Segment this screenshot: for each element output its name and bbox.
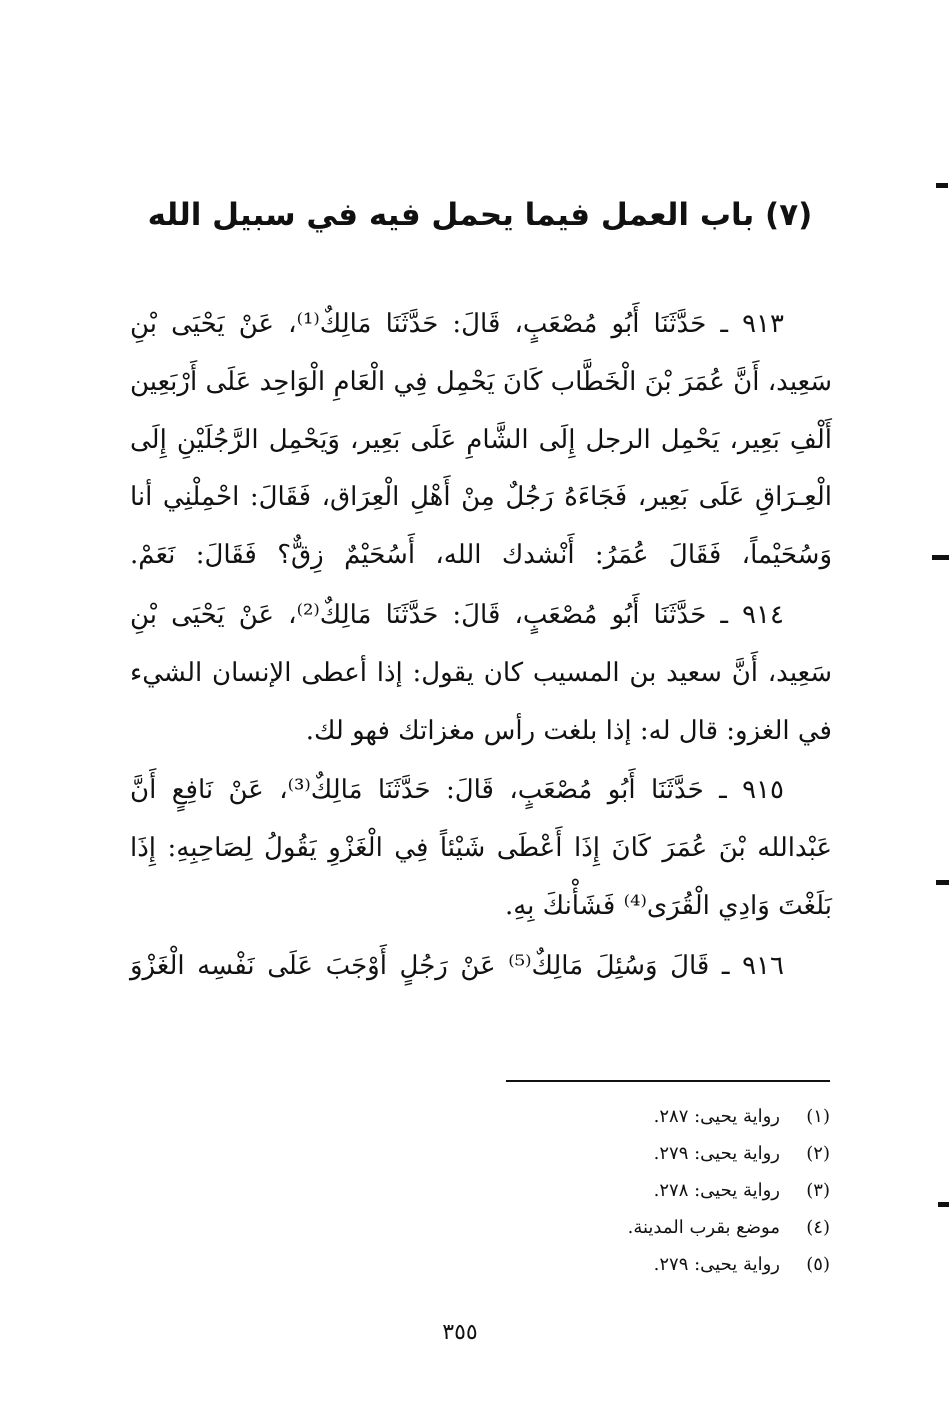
footnotes-list [430,1098,830,1283]
footnote-divider [506,1080,830,1082]
main-text [130,296,832,998]
footnote-item [430,1246,830,1283]
footnote-text: رواية يحيى: ٢٧٩. [653,1254,780,1275]
hadith-paragraph-915: ٩١٥ ـ حَدَّثَنَا أَبُو مُصْعَبٍ، قَالَ: حَدَّثَنَا مَالِكٌ⁽³⁾، عَنْ نَافِعٍ أَنَّ عَبْدالله بْنَ عُمَرَ كَانَ إِذَا أَعْطَى شَيْئاً فِي الْغَزْوِ يَقُولُ لِصَاحِبِهِ: إِذَا بَلَغْتَ وَادِي الْقُرَى⁽⁴⁾ فَشَأْنكَ بِهِ. [130,775,832,921]
hadith-paragraph-914: ٩١٤ ـ حَدَّثَنَا أَبُو مُصْعَبٍ، قَالَ: حَدَّثَنَا مَالِكٌ⁽²⁾، عَنْ يَحْيَى بْنِ سَعِيد، أَنَّ سعيد بن المسيب كان يقول: إذا أعطى الإنسان الشيء في الغزو: قال له: إذا بلغت رأس مغزاتك فهو لك. [130,599,832,746]
footnote-number: (٥) [806,1254,830,1275]
footnote-text: رواية يحيى: ٢٧٩. [653,1143,780,1164]
chapter-heading: (٧) باب العمل فيما يحمل فيه في سبيل الله [147,197,813,233]
footnote-item [430,1135,830,1172]
scan-edge-mark [936,880,949,885]
footnote-number: (٢) [806,1143,830,1164]
hadith-paragraph-913: ٩١٣ ـ حَدَّثَنَا أَبُو مُصْعَبٍ، قَالَ: حَدَّثَنَا مَالِكٌ⁽¹⁾، عَنْ يَحْيَى بْنِ سَعِيد، أَنَّ عُمَرَ بْنَ الْخَطَّاب كَانَ يَحْمِل فِي الْعَامِ الْوَاحِد عَلَى أَرْبَعِين أَلْفِ بَعِير، يَحْمِل الرجل إِلَى الشَّامِ عَلَى بَعِير، وَيَحْمِل الرَّجُلَيْنِ إِلَى الْعِـرَاقِ عَلَى بَعِير، فَجَاءَهُ رَجُلٌ مِنْ أَهْلِ الْعِرَاق، فَقَالَ: احْمِلْنِي أنا وَسُحَيْماً، فَقَالَ عُمَرُ: أَنْشدك الله، أَسُحَيْمٌ زِقٌّ؟ فَقَالَ: نَعَمْ. [130,309,832,571]
footnote-item [430,1172,830,1209]
footnote-text: رواية يحيى: ٢٧٨. [653,1180,780,1201]
footnote-number: (١) [806,1106,830,1127]
footnote-text: رواية يحيى: ٢٨٧. [653,1106,780,1127]
footnote-item [430,1098,830,1135]
footnote-item [430,1209,830,1246]
scan-edge-mark [932,555,949,560]
scan-edge-mark [938,1202,949,1207]
footnote-number: (٣) [806,1180,830,1201]
scan-edge-mark [936,183,948,188]
hadith-paragraph-916: ٩١٦ ـ قَالَ وَسُئِلَ مَالِكٌ⁽⁵⁾ عَنْ رَجُلٍ أَوْجَبَ عَلَى نَفْسِه الْغَزْوَ [130,950,784,981]
footnote-number: (٤) [806,1217,830,1238]
page-number: ٣٥٥ [442,1320,478,1345]
footnote-text: موضع بقرب المدينة. [627,1217,780,1238]
